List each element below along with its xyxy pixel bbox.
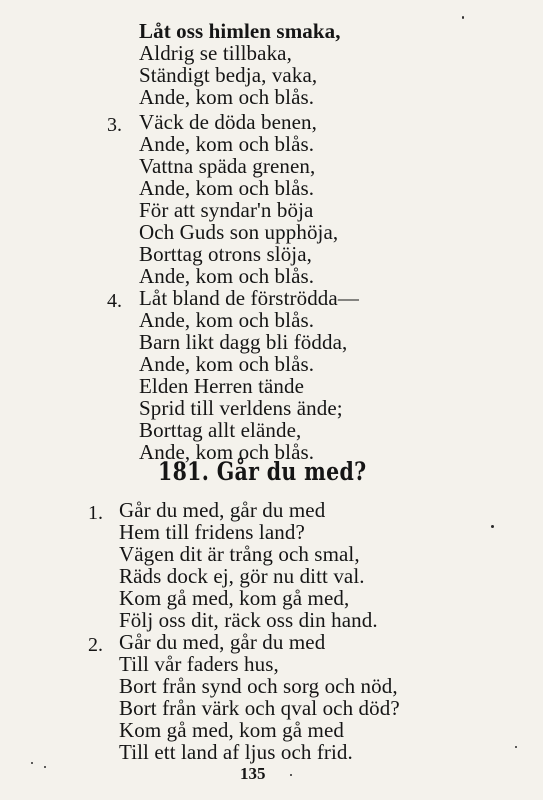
scan-speck <box>31 762 33 764</box>
verse-line: Ande, kom och blås. <box>139 176 315 200</box>
verse-line: Sprid till verldens ände; <box>139 396 343 420</box>
stanza-number: 2. <box>88 634 103 656</box>
verse-line: Bort från värk och qval och död? <box>119 696 400 720</box>
scan-speck <box>491 525 494 528</box>
verse-line: Ande, kom och blås. <box>139 132 315 156</box>
verse-line: Ande, kom och blås. <box>139 352 315 376</box>
verse-line: Låt oss himlen smaka, <box>139 19 341 43</box>
verse-line: Och Guds son upphöja, <box>139 220 339 244</box>
verse-line: Till vår faders hus, <box>119 652 279 676</box>
verse-line: Väck de döda benen, <box>139 110 317 134</box>
verse-line: Ande, kom och blås. <box>139 85 315 109</box>
stanza-number: 3. <box>107 114 122 136</box>
verse-line: Barn likt dagg bli födda, <box>139 330 348 354</box>
stanza-number: 1. <box>88 502 103 524</box>
scan-speck <box>44 766 46 768</box>
verse-line: Till ett land af ljus och frid. <box>119 740 353 764</box>
page-number: 135 <box>240 764 266 783</box>
verse-line: Ande, kom och blås. <box>139 264 315 288</box>
verse-line: Kom gå med, kom gå med <box>119 718 344 742</box>
verse-line: Följ oss dit, räck oss din hand. <box>119 608 378 632</box>
verse-line: Kom gå med, kom gå med, <box>119 586 350 610</box>
scan-speck <box>462 16 464 19</box>
verse-line: Borttag otrons slöja, <box>139 242 313 266</box>
verse-line: Vägen dit är trång och smal, <box>119 542 360 566</box>
verse-line: För att syndar'n böja <box>139 198 314 222</box>
scan-speck <box>290 774 292 776</box>
verse-line: Går du med, går du med <box>119 630 326 654</box>
stanza-number: 4. <box>107 290 122 312</box>
verse-line: Går du med, går du med <box>119 498 326 522</box>
hymn-title: 181. Går du med? <box>158 457 367 486</box>
verse-line: Elden Herren tände <box>139 374 305 398</box>
verse-line: Räds dock ej, gör nu ditt val. <box>119 564 365 588</box>
verse-line: Hem till fridens land? <box>119 520 305 544</box>
verse-line: Ande, kom och blås. <box>139 440 315 464</box>
verse-line: Aldrig se tillbaka, <box>139 41 292 65</box>
verse-line: Ande, kom och blås. <box>139 308 315 332</box>
verse-line: Vattna späda grenen, <box>139 154 316 178</box>
verse-line: Bort från synd och sorg och nöd, <box>119 674 398 698</box>
verse-line: Ständigt bedja, vaka, <box>139 63 318 87</box>
scan-speck <box>515 746 517 748</box>
verse-line: Låt bland de förströdda— <box>139 286 359 310</box>
verse-line: Borttag allt elände, <box>139 418 302 442</box>
